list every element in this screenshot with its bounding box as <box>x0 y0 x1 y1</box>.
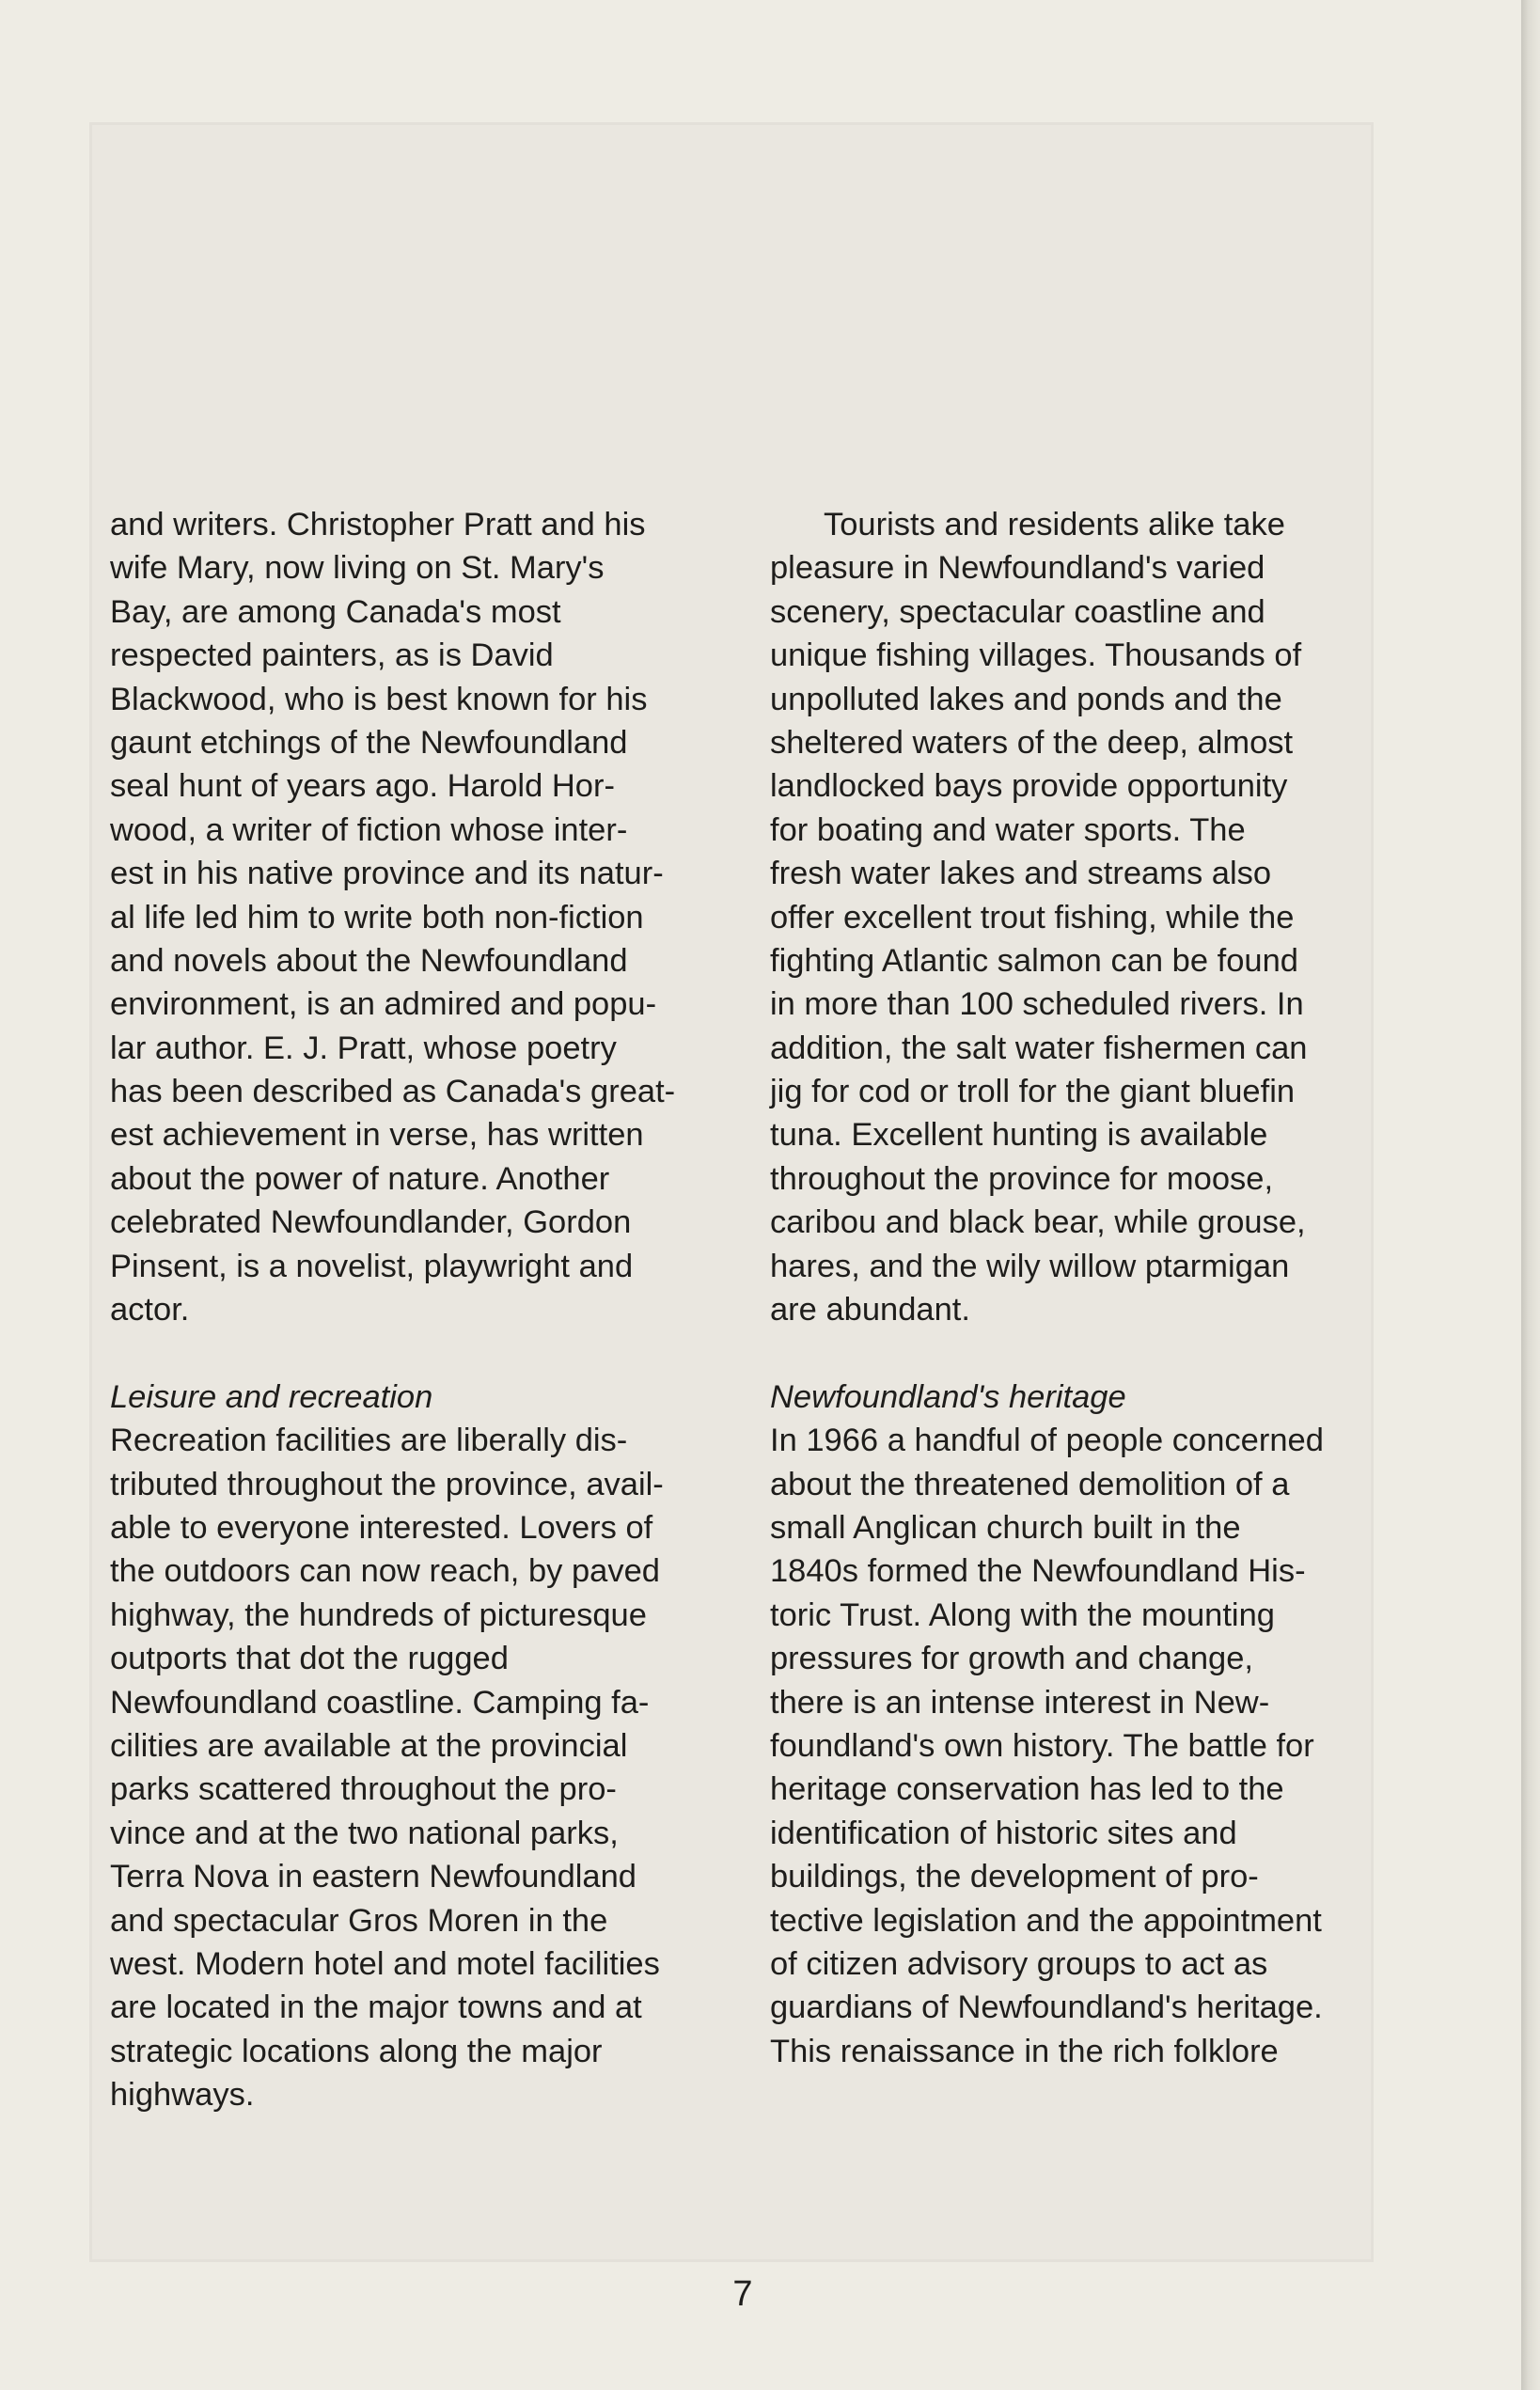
text-line: Blackwood, who is best known for his <box>110 681 648 717</box>
text-line: landlocked bays provide opportunity <box>770 768 1288 805</box>
page-number: 7 <box>732 2274 753 2314</box>
text-line: able to everyone interested. Lovers of <box>110 1509 653 1546</box>
text-line: buildings, the development of pro- <box>770 1859 1259 1895</box>
text-line: This renaissance in the rich folklore <box>770 2033 1279 2069</box>
text-line: strategic locations along the major <box>110 2033 603 2069</box>
section-heading-leisure: Leisure and recreation <box>110 1378 433 1415</box>
text-line: highway, the hundreds of picturesque <box>110 1596 647 1633</box>
text-line: are located in the major towns and at <box>110 1989 642 2026</box>
text-line: lar author. E. J. Pratt, whose poetry <box>110 1030 617 1066</box>
text-line: about the power of nature. Another <box>110 1160 610 1197</box>
section-heading-heritage: Newfoundland's heritage <box>770 1378 1126 1415</box>
left-column <box>110 503 749 2116</box>
right-paragraph-2 <box>770 1419 1409 2073</box>
text-line: about the threatened demolition of a <box>770 1466 1290 1502</box>
text-line: guardians of Newfoundland's heritage. <box>770 1989 1323 2026</box>
paragraph-gap <box>110 1331 749 1375</box>
text-line: identification of historic sites and <box>770 1815 1237 1851</box>
text-line: of citizen advisory groups to act as <box>770 1945 1268 1982</box>
text-line: Pinsent, is a novelist, playwright and <box>110 1248 634 1284</box>
text-line: toric Trust. Along with the mounting <box>770 1596 1275 1633</box>
text-line: vince and at the two national parks, <box>110 1815 619 1851</box>
text-line: gaunt etchings of the Newfoundland <box>110 724 628 761</box>
text-line: heritage conservation has led to the <box>770 1771 1284 1808</box>
text-line: small Anglican church built in the <box>770 1509 1241 1546</box>
text-line: seal hunt of years ago. Harold Hor- <box>110 768 615 805</box>
paragraph-gap <box>770 1331 1409 1375</box>
text-line: environment, is an admired and popu- <box>110 986 657 1023</box>
text-line: Terra Nova in eastern Newfoundland <box>110 1859 636 1895</box>
text-line: celebrated Newfoundlander, Gordon <box>110 1204 632 1241</box>
text-line: sheltered waters of the deep, almost <box>770 724 1294 761</box>
text-line: unpolluted lakes and ponds and the <box>770 681 1282 717</box>
text-line: and spectacular Gros Moren in the <box>110 1902 608 1939</box>
text-line: al life led him to write both non-fiction <box>110 899 644 936</box>
text-line: actor. <box>110 1292 190 1329</box>
text-line: caribou and black bear, while grouse, <box>770 1204 1306 1241</box>
text-line: tuna. Excellent hunting is available <box>770 1117 1268 1154</box>
text-line: tributed throughout the province, avail- <box>110 1466 664 1502</box>
text-line: pleasure in Newfoundland's varied <box>770 550 1265 587</box>
text-line: throughout the province for moose, <box>770 1160 1274 1197</box>
left-paragraph-1 <box>110 503 749 1331</box>
text-line: in more than 100 scheduled rivers. In <box>770 986 1304 1023</box>
text-line: foundland's own history. The battle for <box>770 1727 1314 1764</box>
text-line: Bay, are among Canada's most <box>110 593 561 630</box>
text-line: offer excellent trout fishing, while the <box>770 899 1295 936</box>
text-line: for boating and water sports. The <box>770 811 1246 848</box>
text-line: west. Modern hotel and motel facilities <box>110 1945 660 1982</box>
text-line: there is an intense interest in New- <box>770 1684 1270 1721</box>
text-line: wood, a writer of fiction whose inter- <box>110 811 628 848</box>
text-line: highways. <box>110 2077 255 2114</box>
text-line: wife Mary, now living on St. Mary's <box>110 550 605 587</box>
text-line: Newfoundland coastline. Camping fa- <box>110 1684 650 1721</box>
text-line: est in his native province and its natur- <box>110 856 664 892</box>
text-line: and novels about the Newfoundland <box>110 942 628 979</box>
page-edge <box>1521 0 1540 2390</box>
text-line: In 1966 a handful of people concerned <box>770 1423 1324 1459</box>
text-line: fighting Atlantic salmon can be found <box>770 942 1298 979</box>
right-column <box>770 503 1409 2073</box>
text-line: and writers. Christopher Pratt and his <box>110 507 646 542</box>
text-line: fresh water lakes and streams also <box>770 856 1272 892</box>
text-line: scenery, spectacular coastline and <box>770 593 1265 630</box>
text-line: tective legislation and the appointment <box>770 1902 1322 1939</box>
text-line: hares, and the wily willow ptarmigan <box>770 1248 1290 1284</box>
text-line: the outdoors can now reach, by paved <box>110 1553 660 1590</box>
text-line: jig for cod or troll for the giant bluefin <box>770 1074 1296 1110</box>
text-line: parks scattered throughout the pro- <box>110 1771 617 1808</box>
text-line: 1840s formed the Newfoundland His- <box>770 1553 1306 1590</box>
text-line: Tourists and residents alike take <box>824 507 1285 542</box>
text-line: Recreation facilities are liberally dis- <box>110 1423 628 1459</box>
text-line: are abundant. <box>770 1292 970 1329</box>
text-line: cilities are available at the provincial <box>110 1727 628 1764</box>
right-paragraph-1 <box>770 503 1409 1331</box>
text-line: pressures for growth and change, <box>770 1641 1253 1677</box>
text-line: unique fishing villages. Thousands of <box>770 637 1302 674</box>
text-line: has been described as Canada's great- <box>110 1074 676 1110</box>
text-line: outports that dot the rugged <box>110 1641 509 1677</box>
left-paragraph-2 <box>110 1419 749 2116</box>
text-line: respected painters, as is David <box>110 637 554 674</box>
text-line: addition, the salt water fishermen can <box>770 1030 1308 1066</box>
text-line: est achievement in verse, has written <box>110 1117 644 1154</box>
